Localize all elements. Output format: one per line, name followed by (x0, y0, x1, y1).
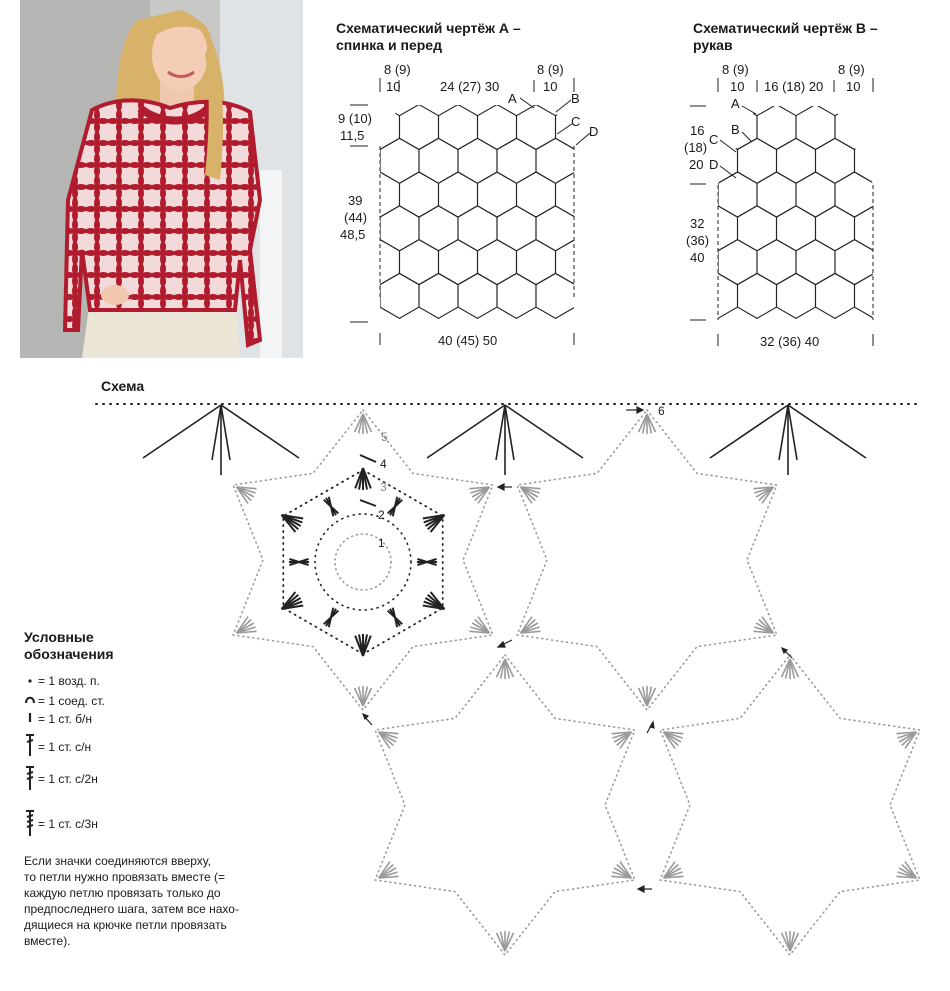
motif-1 (233, 410, 493, 710)
double-crochet-symbol (26, 734, 34, 756)
schematic-a-hexagon (330, 240, 361, 285)
a-top-right-a: 8 (9) (537, 62, 564, 77)
schematic-b-hexagon (816, 138, 855, 183)
legend-double-crochet: = 1 ст. с/н (38, 740, 92, 754)
schematic-b-hexagons (680, 105, 880, 319)
schematic-b-hexagon (757, 172, 796, 217)
a-left-mid-b: (44) (344, 210, 368, 225)
center-corner-fan (423, 515, 445, 532)
center-corner-fan (423, 592, 445, 609)
schematic-a-hexagon (400, 172, 439, 217)
schematic-a-hexagon (458, 138, 497, 183)
legend-note-line5: дящиеся на крючке петли провязать (24, 918, 227, 932)
b-left-c: 20 (689, 157, 704, 172)
b-point-d: D (709, 157, 719, 172)
schematic-a-hexagon (439, 240, 478, 285)
scheme-motifs (233, 410, 920, 955)
b-left-a: 16 (690, 123, 705, 138)
schematic-b-hexagon (777, 206, 816, 251)
b-point-a: A (731, 96, 740, 111)
corner-fan-1 (143, 405, 299, 475)
a-left-mid-a: 39 (348, 193, 363, 208)
b-top-left-b: 10 (730, 79, 745, 94)
legend-note-line1: Если значки соединяются вверху, (24, 854, 211, 868)
scheme-title: Схема (101, 378, 145, 394)
schematic-a-title (336, 20, 521, 54)
schematic-a-hexagon (380, 206, 419, 251)
schematic-b-hexagon (835, 172, 874, 217)
row-number-5: 5 (381, 430, 388, 444)
schematic-b-title (693, 20, 878, 54)
a-left-top-a: 9 (10) (338, 111, 372, 126)
center-stitch-group (388, 497, 403, 517)
center-motif (282, 455, 445, 656)
a-left-top-b: 11,5 (340, 128, 365, 143)
schematic-b-hexagon (738, 138, 777, 183)
b-top-left-a: 8 (9) (722, 62, 749, 77)
schematic-b-hexagon (796, 105, 835, 150)
motif-fan (379, 862, 399, 878)
corner-fan-3 (710, 405, 866, 475)
schematic-b-hexagon (855, 206, 881, 251)
schematic-a-hexagon (478, 240, 517, 285)
schematic-a-hexagon (458, 273, 497, 318)
schematic-a-hexagon (575, 206, 610, 251)
schematic-b-hexagon (835, 105, 874, 150)
schematic-a-hexagon (330, 172, 361, 217)
motif-outline (375, 655, 635, 955)
row-numbers (378, 404, 665, 550)
schematic-b-hexagon (757, 240, 796, 285)
b-top-mid: 16 (18) 20 (764, 79, 824, 94)
schematic-b-hexagon (680, 240, 718, 285)
a-point-c: C (571, 114, 581, 129)
schematic-b-hexagon (874, 172, 880, 217)
schematic-b-hexagon (718, 240, 757, 285)
legend-symbols (20, 670, 40, 850)
schematic-b-title-line1: Схематический чертёж В – (693, 20, 878, 36)
schematic-a-hexagon (380, 273, 419, 318)
schematic-a-hexagon (419, 138, 458, 183)
schematic-b-drawing (680, 60, 880, 355)
a-top-mid: 24 (27) 30 (440, 79, 500, 94)
row-number-4: 4 (380, 457, 387, 471)
b-top-right-a: 8 (9) (838, 62, 865, 77)
schematic-b-hexagon (874, 105, 880, 150)
b-point-b: B (731, 122, 740, 137)
motif-2 (517, 410, 777, 710)
legend-note-line6: вместе). (24, 934, 71, 948)
schematic-b-hexagon (680, 273, 699, 318)
treble-crochet-symbol (26, 766, 34, 790)
center-stitch-group (324, 497, 339, 517)
schematic-a-hexagon (497, 206, 536, 251)
schematic-a-hexagon (341, 206, 380, 251)
corner-fans (143, 405, 866, 475)
schematic-b-hexagon (816, 273, 855, 318)
schematic-a-hexagon (400, 105, 439, 150)
legend-double-treble-crochet: = 1 ст. с/3н (38, 817, 98, 831)
schematic-b-hexagon (757, 105, 796, 150)
schematic-a-hexagon (380, 138, 419, 183)
motif-fan (664, 862, 684, 878)
schematic-a-hexagon (400, 240, 439, 285)
a-top-left-b: 10 (386, 79, 401, 94)
schematic-a-hexagon (556, 172, 595, 217)
legend-note (24, 853, 294, 949)
schematic-b-hexagon (777, 273, 816, 318)
corner-fan-2 (427, 405, 583, 475)
row-number-3: 3 (380, 480, 387, 494)
center-stitch-group (289, 559, 309, 565)
schematic-a-hexagon (330, 105, 361, 150)
schematic-b-hexagon (855, 273, 881, 318)
motif-fan (237, 617, 257, 633)
schematic-a-hexagon (556, 105, 595, 150)
center-corner-fan (282, 515, 304, 532)
center-corner-fan (355, 634, 371, 656)
schematic-a-hexagon (517, 240, 556, 285)
center-stitch-group (324, 608, 339, 628)
schematic-a-title-line2: спинка и перед (336, 37, 442, 53)
b-point-c: C (709, 132, 719, 147)
a-point-d: D (589, 124, 599, 139)
legend-note-line3: каждую петлю провязать только до (24, 886, 221, 900)
schematic-b-hexagon (699, 138, 738, 183)
legend-note-line2: то петли нужно провязать вместе (= (24, 870, 225, 884)
schematic-b-title-line2: рукав (693, 37, 733, 53)
schematic-a-drawing (330, 60, 610, 355)
schematic-b-hexagon (680, 105, 718, 150)
schematic-a-hexagon (536, 138, 575, 183)
legend-slip-stitch: = 1 соед. ст. (38, 694, 105, 708)
model-photo (20, 0, 303, 358)
b-top-right-b: 10 (846, 79, 861, 94)
legend-single-crochet: = 1 ст. б/н (38, 712, 93, 726)
center-ring-2 (315, 514, 411, 610)
schematic-b-hexagon (796, 240, 835, 285)
row-number-1: 1 (378, 536, 385, 550)
schematic-a-hexagon (536, 273, 575, 318)
schematic-a-hexagon (478, 105, 517, 150)
schematic-b-hexagon (855, 138, 881, 183)
a-point-a: A (508, 91, 517, 106)
motif-3 (375, 655, 635, 955)
a-top-left-a: 8 (9) (384, 62, 411, 77)
schematic-b-hexagon (680, 206, 699, 251)
schematic-a-hexagon (341, 273, 380, 318)
motif-outline (233, 410, 493, 710)
motif-fan (521, 617, 541, 633)
schematic-b-hexagon (680, 172, 718, 217)
row-number-2: 2 (378, 508, 385, 522)
schematic-a-hexagon (497, 273, 536, 318)
schematic-a-title-line1: Схематический чертёж А – (336, 20, 521, 36)
motif-outline (517, 410, 777, 710)
schematic-a-hexagon (419, 273, 458, 318)
schematic-b-hexagon (777, 138, 816, 183)
motif-fan (612, 732, 632, 748)
schematic-a-hexagon (575, 138, 610, 183)
schematic-a-dimension-lines (350, 78, 590, 345)
motif-fan (754, 487, 774, 503)
motif-fan (470, 487, 490, 503)
schematic-a-hexagon (419, 206, 458, 251)
a-point-b: B (571, 91, 580, 106)
b-left-mid-b: (36) (686, 233, 710, 248)
schematic-a-hexagon (478, 172, 517, 217)
schematic-a-hexagon (361, 105, 400, 150)
schematic-b-hexagon (874, 240, 880, 285)
legend-title-line2: обозначения (24, 646, 114, 662)
legend-note-line4: предпоследнего шага, затем все нахо- (24, 902, 239, 916)
center-stitch-group (417, 559, 437, 565)
a-bottom: 40 (45) 50 (438, 333, 498, 348)
double-treble-crochet-symbol (26, 810, 34, 836)
legend-treble-crochet: = 1 ст. с/2н (38, 772, 98, 786)
schematic-b-hexagon (796, 172, 835, 217)
motif-fan (897, 732, 917, 748)
center-corner-fan (282, 592, 304, 609)
schematic-a-hexagon (439, 105, 478, 150)
schematic-a-hexagon (575, 273, 610, 318)
a-left-mid-c: 48,5 (340, 227, 366, 242)
motif-outline (660, 655, 920, 955)
schematic-a-hexagon (341, 138, 380, 183)
schematic-a-hexagon (439, 172, 478, 217)
schematic-a-hexagon (497, 138, 536, 183)
joining-arrows (363, 407, 792, 892)
center-stitch-group (388, 608, 403, 628)
b-left-mid-c: 40 (690, 250, 705, 265)
motif-4 (660, 655, 920, 955)
row-number-6: 6 (658, 404, 665, 418)
legend-chain-stitch: = 1 возд. п. (38, 674, 100, 688)
schematic-a-hexagon (556, 240, 595, 285)
schematic-a-hexagon (517, 105, 556, 150)
model-photo-illustration (20, 0, 303, 358)
slip-stitch-symbol (26, 698, 34, 703)
b-left-mid-a: 32 (690, 216, 705, 231)
schematic-a-hexagon (536, 206, 575, 251)
schematic-a-hexagon (458, 206, 497, 251)
schematic-b-hexagon (835, 240, 874, 285)
schematic-b-hexagon (738, 206, 777, 251)
b-bottom: 32 (36) 40 (760, 334, 820, 349)
schematic-a-hexagon (517, 172, 556, 217)
legend-title (24, 629, 114, 663)
legend-title-line1: Условные (24, 629, 94, 645)
chain-stitch-symbol (28, 679, 31, 682)
b-left-b: (18) (684, 140, 708, 155)
schematic-b-hexagon (816, 206, 855, 251)
schematic-b-hexagon (738, 273, 777, 318)
schematic-a-hexagons (330, 105, 610, 319)
schematic-b-hexagon (718, 172, 757, 217)
a-top-right-b: 10 (543, 79, 558, 94)
center-corner-fan (355, 468, 371, 490)
schematic-b-hexagon (680, 138, 699, 183)
